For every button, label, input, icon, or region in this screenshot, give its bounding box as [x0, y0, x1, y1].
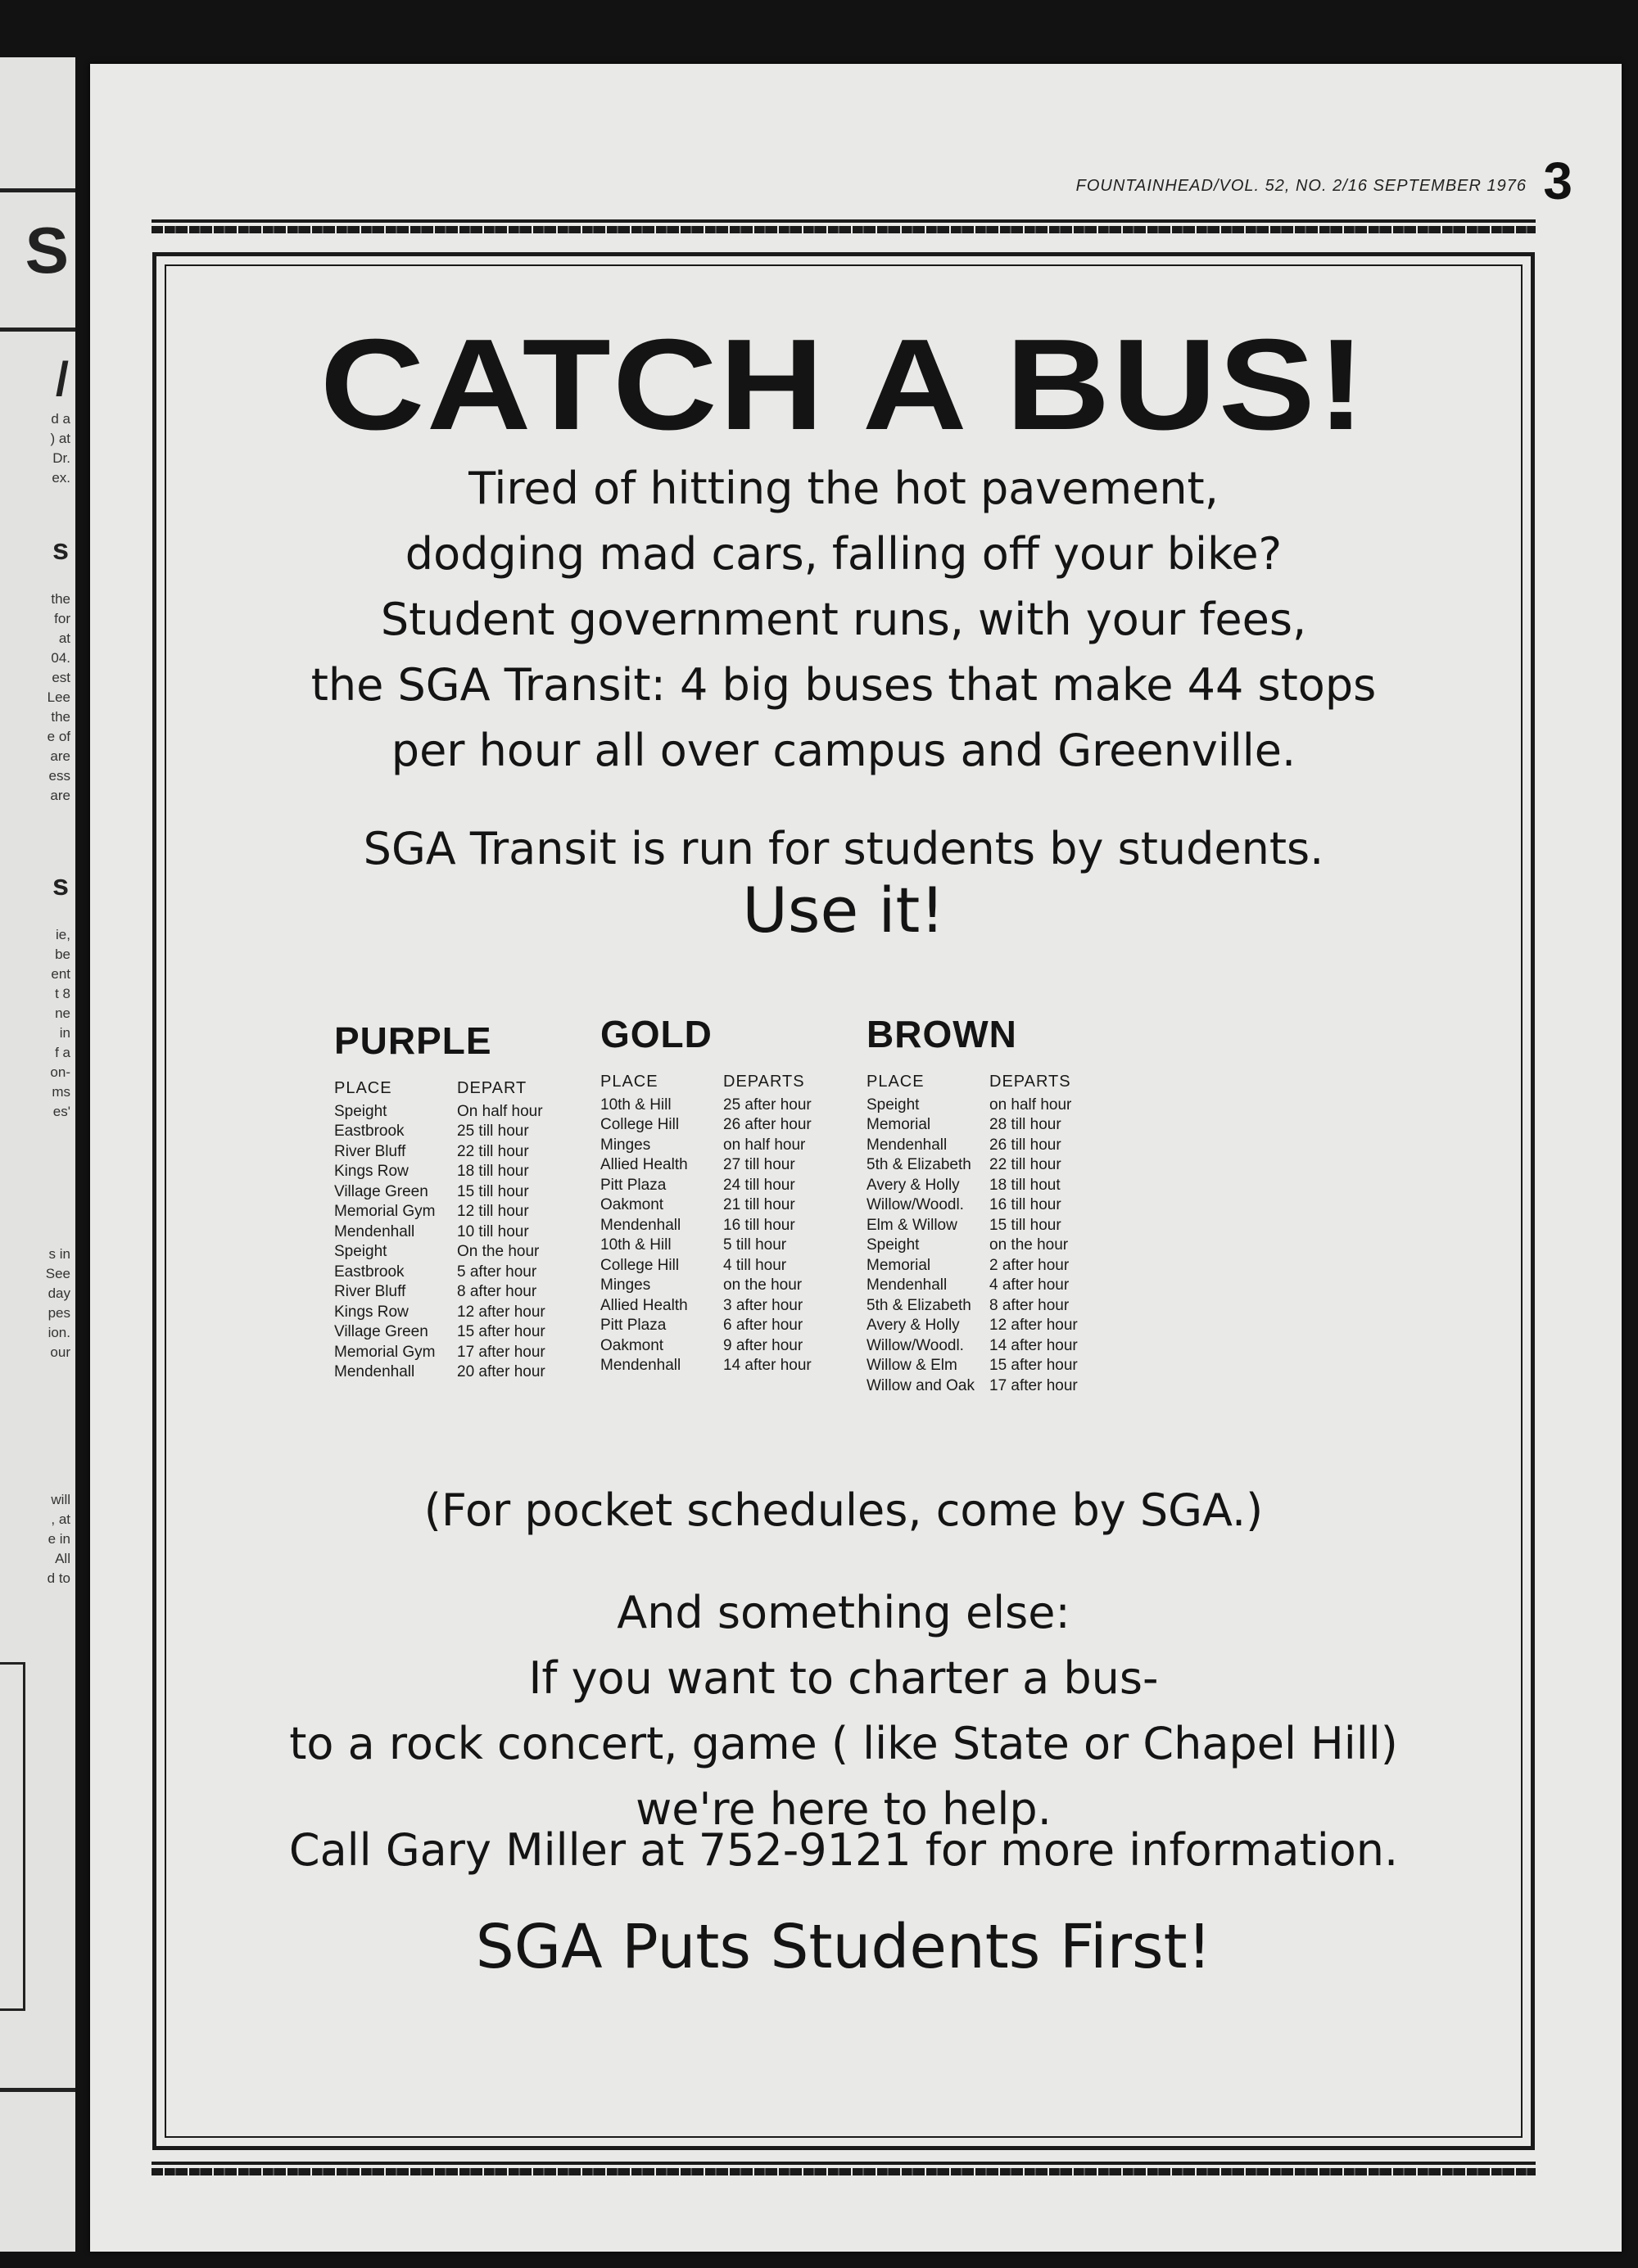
stop-time: 8 after hour — [457, 1283, 537, 1300]
stop-time: 16 till hour — [989, 1196, 1061, 1213]
text-line: are — [50, 788, 70, 803]
text-line: ie, — [56, 927, 70, 942]
text-line: f a — [55, 1045, 70, 1060]
text-line: d a — [51, 411, 70, 427]
table-row — [867, 1296, 1078, 1317]
stop-place: Avery & Holly — [867, 1176, 960, 1194]
stop-place: 5th & Elizabeth — [867, 1296, 971, 1314]
table-row — [600, 1096, 812, 1116]
route-schedule-table — [867, 1072, 1078, 1396]
route-stops — [600, 1096, 812, 1376]
top-wavy-rule — [152, 219, 1536, 234]
charter-line: to a rock concert, game ( like State or Chapel Hill) — [289, 1718, 1398, 1769]
table-header-row — [334, 1078, 545, 1102]
route-name: PURPLE — [334, 1019, 492, 1062]
place-header: PLACE — [600, 1073, 658, 1091]
table-row — [334, 1303, 545, 1323]
text-column-fragment — [50, 925, 70, 1122]
route-stops — [867, 1096, 1078, 1397]
text-line: Lee — [47, 689, 70, 705]
stop-time: 27 till hour — [723, 1156, 795, 1173]
pocket-schedules-line: (For pocket schedules, come by SGA.) — [423, 1484, 1264, 1536]
stop-place: Speight — [334, 1243, 387, 1260]
stop-place: Mendenhall — [334, 1363, 415, 1380]
stop-place: Willow & Elm — [867, 1357, 957, 1374]
stop-place: Pitt Plaza — [600, 1317, 667, 1334]
stop-place: Eastbrook — [334, 1123, 405, 1140]
place-header: PLACE — [334, 1079, 392, 1097]
stop-time: 25 after hour — [723, 1096, 812, 1114]
text-line: are — [50, 748, 70, 764]
stop-place: 10th & Hill — [600, 1236, 672, 1254]
stop-time: 17 after hour — [989, 1376, 1078, 1394]
table-row — [600, 1296, 812, 1317]
stop-time: 21 till hour — [723, 1196, 795, 1213]
text-line: ex. — [52, 470, 70, 486]
text-line: the — [51, 591, 70, 607]
table-row — [334, 1222, 545, 1243]
stop-time: On half hour — [457, 1102, 543, 1120]
table-row — [867, 1136, 1078, 1156]
intro-line: Tired of hitting the hot pavement, — [468, 463, 1219, 514]
place-header: PLACE — [867, 1073, 925, 1091]
stop-time: 10 till hour — [457, 1222, 529, 1240]
table-row — [334, 1122, 545, 1142]
ad-box-inner-border — [165, 264, 1523, 2138]
stop-place: Allied Health — [600, 1296, 688, 1314]
text-line: See — [45, 1266, 70, 1281]
table-row — [334, 1182, 545, 1203]
ad-box — [152, 252, 1535, 2150]
text-line: ent — [51, 966, 70, 982]
stop-time: 18 till hour — [457, 1163, 529, 1180]
table-row — [334, 1142, 545, 1163]
route-gold — [600, 1011, 812, 1376]
stop-place: Oakmont — [600, 1196, 664, 1213]
table-row — [334, 1242, 545, 1263]
table-row — [334, 1162, 545, 1182]
table-row — [600, 1276, 812, 1296]
intro-paragraph — [166, 456, 1521, 784]
route-purple — [334, 1018, 545, 1383]
stop-place: Speight — [334, 1102, 387, 1120]
stop-place: Minges — [600, 1276, 651, 1294]
table-row — [600, 1256, 812, 1276]
stop-time: 8 after hour — [989, 1296, 1070, 1314]
previous-page-strip — [0, 57, 75, 2252]
charter-line: If you want to charter a bus- — [528, 1652, 1159, 1704]
stop-place: Speight — [867, 1096, 920, 1114]
stop-place: Mendenhall — [334, 1222, 415, 1240]
text-line: t 8 — [55, 986, 70, 1001]
text-line: s in — [48, 1246, 70, 1262]
stop-place: Kings Row — [334, 1163, 409, 1180]
stop-place: Memorial — [867, 1256, 931, 1274]
stop-place: Willow/Woodl. — [867, 1196, 964, 1213]
stop-time: 16 till hour — [723, 1216, 795, 1234]
text-line: ne — [55, 1005, 70, 1021]
stop-time: On the hour — [457, 1243, 540, 1260]
table-header-row — [600, 1072, 812, 1096]
table-row — [334, 1263, 545, 1283]
stop-place: College Hill — [600, 1116, 680, 1133]
route-brown — [867, 1011, 1078, 1396]
text-line: 04. — [51, 650, 70, 666]
text-column-fragment — [48, 1490, 70, 1588]
stop-time: 22 till hour — [457, 1142, 529, 1160]
text-line: will — [51, 1492, 70, 1507]
stop-place: Kings Row — [334, 1303, 409, 1321]
subhead-fragment: s — [52, 532, 69, 566]
table-row — [600, 1336, 812, 1357]
charter-line: And something else: — [617, 1587, 1070, 1638]
headline-fragment: / — [55, 353, 69, 406]
stop-time: 12 after hour — [989, 1317, 1078, 1334]
table-row — [600, 1356, 812, 1376]
time-header: DEPARTS — [989, 1073, 1071, 1091]
stop-time: on the hour — [723, 1276, 803, 1294]
text-line: ) at — [50, 431, 70, 446]
text-column-fragment — [46, 1245, 70, 1362]
table-row — [600, 1155, 812, 1176]
table-row — [867, 1356, 1078, 1376]
stop-time: 22 till hour — [989, 1156, 1061, 1173]
stop-time: on the hour — [989, 1236, 1069, 1254]
run-by-line: SGA Transit is run for students by students. — [363, 823, 1324, 874]
table-row — [334, 1102, 545, 1123]
ad-tagline: SGA Puts Students First! — [475, 1912, 1212, 1982]
table-row — [867, 1096, 1078, 1116]
table-row — [334, 1202, 545, 1222]
stop-place: River Bluff — [334, 1283, 406, 1300]
stop-time: 2 after hour — [989, 1256, 1070, 1274]
route-name: GOLD — [600, 1013, 713, 1055]
stop-place: Avery & Holly — [867, 1317, 960, 1334]
table-row — [334, 1282, 545, 1303]
table-row — [867, 1155, 1078, 1176]
text-line: ion. — [48, 1325, 70, 1340]
text-line: in — [59, 1025, 70, 1041]
stop-time: 18 till hout — [989, 1176, 1061, 1194]
stop-time: 26 after hour — [723, 1116, 812, 1133]
headline-fragment: S — [25, 214, 69, 287]
text-column-fragment — [48, 590, 70, 806]
table-row — [600, 1236, 812, 1256]
stop-time: 15 till hour — [989, 1216, 1061, 1234]
table-row — [600, 1176, 812, 1196]
stop-place: Village Green — [334, 1323, 428, 1340]
stop-place: Mendenhall — [600, 1216, 681, 1234]
stop-time: 9 after hour — [723, 1336, 803, 1354]
text-line: the — [51, 709, 70, 725]
stop-place: Mendenhall — [600, 1357, 681, 1374]
time-header: DEPARTS — [723, 1073, 805, 1091]
rule — [0, 328, 75, 332]
text-line: on- — [50, 1064, 70, 1080]
table-row — [600, 1195, 812, 1216]
text-line: e of — [47, 729, 70, 744]
stop-time: 20 after hour — [457, 1363, 545, 1380]
stop-time: 24 till hour — [723, 1176, 795, 1194]
ad-headline: CATCH A BUS! — [319, 313, 1368, 457]
route-schedule-table — [334, 1078, 545, 1383]
route-name: BROWN — [867, 1013, 1017, 1055]
text-line: for — [54, 611, 70, 626]
stop-place: Pitt Plaza — [600, 1176, 667, 1194]
stop-place: Mendenhall — [867, 1276, 948, 1294]
route-stops — [334, 1102, 545, 1383]
rule — [0, 2088, 75, 2092]
text-line: pes — [48, 1305, 70, 1321]
table-row — [334, 1343, 545, 1363]
stop-time: on half hour — [723, 1136, 806, 1154]
stop-time: 15 after hour — [457, 1323, 545, 1340]
intro-line: the SGA Transit: 4 big buses that make 44 stops — [310, 659, 1377, 711]
text-column-fragment — [50, 409, 70, 488]
stop-time: 17 after hour — [457, 1343, 545, 1361]
stop-time: on half hour — [989, 1096, 1072, 1114]
masthead-line: FOUNTAINHEAD/VOL. 52, NO. 2/16 SEPTEMBER 1976 — [1075, 177, 1527, 195]
rule — [0, 188, 75, 192]
stop-time: 4 after hour — [989, 1276, 1070, 1294]
newspaper-page — [90, 64, 1622, 2252]
table-row — [600, 1136, 812, 1156]
table-row — [867, 1276, 1078, 1296]
time-header: DEPART — [457, 1079, 527, 1097]
table-row — [334, 1322, 545, 1343]
text-line: day — [48, 1285, 70, 1301]
stop-place: 5th & Elizabeth — [867, 1156, 971, 1173]
text-line: es' — [52, 1104, 70, 1119]
text-line: be — [55, 947, 70, 962]
text-line: ess — [48, 768, 70, 784]
stop-place: Village Green — [334, 1182, 428, 1200]
stop-time: 26 till hour — [989, 1136, 1061, 1154]
table-row — [867, 1195, 1078, 1216]
table-row — [867, 1316, 1078, 1336]
stop-place: Oakmont — [600, 1336, 664, 1354]
table-row — [867, 1115, 1078, 1136]
text-line: Dr. — [52, 450, 70, 466]
charter-paragraph — [166, 1580, 1521, 1842]
intro-line: Student government runs, with your fees, — [380, 594, 1307, 645]
text-line: d to — [47, 1570, 70, 1586]
text-line: our — [50, 1344, 70, 1360]
stop-time: 28 till hour — [989, 1116, 1061, 1133]
bottom-wavy-rule — [152, 2162, 1536, 2176]
stop-time: 6 after hour — [723, 1317, 803, 1334]
text-line: All — [55, 1551, 70, 1566]
table-row — [867, 1236, 1078, 1256]
stop-place: Memorial Gym — [334, 1343, 436, 1361]
text-line: , at — [51, 1511, 70, 1527]
table-row — [867, 1176, 1078, 1196]
stop-time: 12 till hour — [457, 1203, 529, 1220]
stop-place: Willow and Oak — [867, 1376, 975, 1394]
text-line: est — [52, 670, 70, 685]
table-row — [334, 1362, 545, 1383]
stop-time: 12 after hour — [457, 1303, 545, 1321]
text-line: ms — [52, 1084, 70, 1100]
text-line: at — [58, 630, 70, 646]
stop-place: River Bluff — [334, 1142, 406, 1160]
stop-place: Willow/Woodl. — [867, 1336, 964, 1354]
stop-place: Elm & Willow — [867, 1216, 957, 1234]
stop-time: 14 after hour — [723, 1357, 812, 1374]
stop-time: 14 after hour — [989, 1336, 1078, 1354]
box-fragment — [0, 1662, 25, 2011]
stop-time: 15 till hour — [457, 1182, 529, 1200]
stop-time: 5 after hour — [457, 1263, 537, 1281]
stop-place: College Hill — [600, 1256, 680, 1274]
stop-place: Speight — [867, 1236, 920, 1254]
stop-time: 15 after hour — [989, 1357, 1078, 1374]
page-number: 3 — [1543, 151, 1572, 210]
stop-place: Allied Health — [600, 1156, 688, 1173]
table-row — [867, 1376, 1078, 1397]
stop-place: 10th & Hill — [600, 1096, 672, 1114]
table-row — [867, 1216, 1078, 1236]
table-row — [600, 1216, 812, 1236]
intro-line: per hour all over campus and Greenville. — [391, 725, 1296, 776]
contact-line: Call Gary Miller at 752-9121 for more information. — [288, 1824, 1399, 1876]
table-header-row — [867, 1072, 1078, 1096]
stop-time: 4 till hour — [723, 1256, 787, 1274]
table-row — [600, 1115, 812, 1136]
table-row — [867, 1256, 1078, 1276]
intro-line: dodging mad cars, falling off your bike? — [405, 528, 1283, 580]
table-row — [600, 1316, 812, 1336]
stop-place: Eastbrook — [334, 1263, 405, 1281]
route-schedule-table — [600, 1072, 812, 1376]
stop-time: 5 till hour — [723, 1236, 787, 1254]
stop-place: Mendenhall — [867, 1136, 948, 1154]
stop-time: 25 till hour — [457, 1123, 529, 1140]
stop-place: Memorial Gym — [334, 1203, 436, 1220]
charter-line: we're here to help. — [636, 1783, 1052, 1835]
use-it-line: Use it! — [742, 874, 945, 947]
subhead-fragment: s — [52, 868, 69, 901]
table-row — [867, 1336, 1078, 1357]
text-line: e in — [48, 1531, 70, 1547]
stop-place: Minges — [600, 1136, 651, 1154]
stop-time: 3 after hour — [723, 1296, 803, 1314]
stop-place: Memorial — [867, 1116, 931, 1133]
